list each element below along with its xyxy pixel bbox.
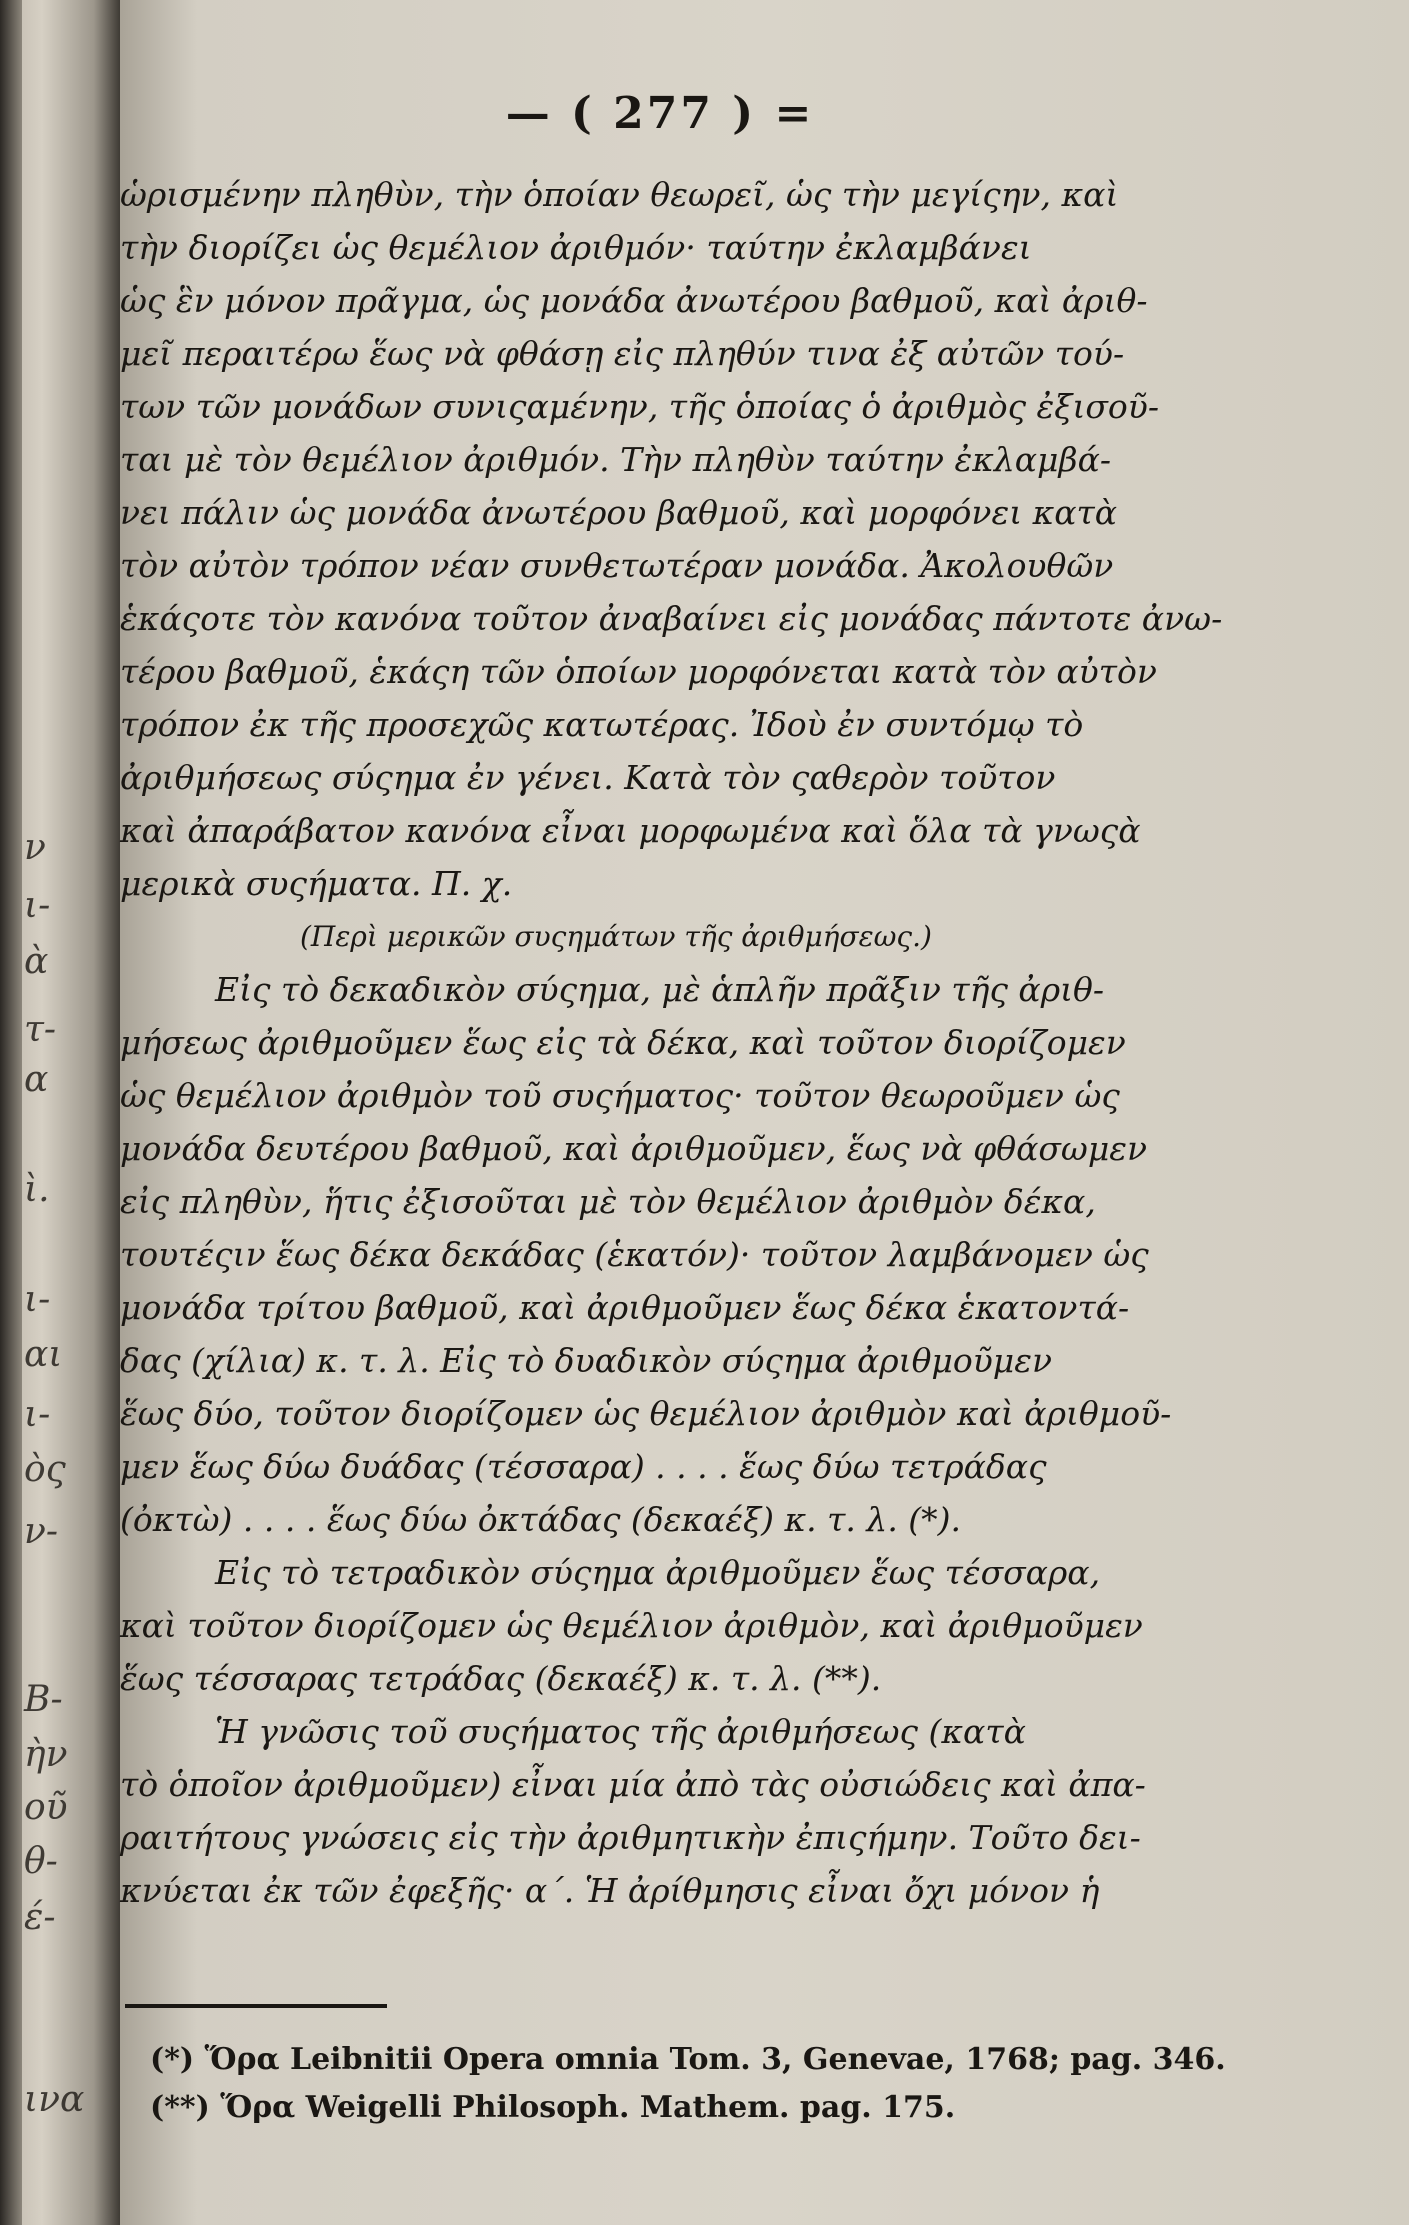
text-line: ται μὲ τὸν θεμέλιον ἀριθμόν. Τὴν πληθὺν ταύτην ἐκλαμβά- bbox=[120, 440, 1112, 479]
margin-fragment: ν- bbox=[24, 1511, 59, 1552]
text-line: ὡς θεμέλιον ἀριθμὸν τοῦ συςήματος· τοῦτον θεωροῦμεν ὡς bbox=[120, 1076, 1120, 1115]
margin-fragment: ὴν bbox=[24, 1734, 68, 1775]
text-line: εἰς πληθὺν, ἥτις ἐξισοῦται μὲ τὸν θεμέλιον ἀριθμὸν δέκα, bbox=[120, 1182, 1096, 1221]
text-line: τὸν αὐτὸν τρόπον νέαν συνθετωτέραν μονάδα. Ἀκολουθῶν bbox=[120, 546, 1114, 585]
margin-fragment: ινα bbox=[24, 2079, 85, 2120]
text-line: μεν ἕως δύω δυάδας (τέσσαρα) . . . . ἕως δύω τετράδας bbox=[120, 1447, 1047, 1486]
margin-fragment: ὰ bbox=[24, 941, 49, 982]
text-line: (ὀκτὼ) . . . . ἕως δύω ὀκτάδας (δεκαέξ) κ. τ. λ. (*). bbox=[120, 1500, 962, 1539]
page-number-header: — ( 277 ) = bbox=[505, 88, 815, 139]
text-line: τὸ ὁποῖον ἀριθμοῦμεν) εἶναι μία ἀπὸ τὰς οὐσιώδεις καὶ ἀπα- bbox=[120, 1765, 1146, 1804]
margin-fragment: αι bbox=[24, 1334, 63, 1375]
margin-fragment: θ- bbox=[24, 1841, 58, 1882]
text-line: τρόπον ἐκ τῆς προσεχῶς κατωτέρας. Ἰδοὺ ἐν συντόμῳ τὸ bbox=[120, 705, 1084, 744]
footnotes bbox=[150, 2036, 1330, 2132]
text-line: των τῶν μονάδων συνιςαμένην, τῆς ὁποίας ὁ ἀριθμὸς ἐξισοῦ- bbox=[120, 387, 1159, 426]
margin-fragment: ι- bbox=[24, 885, 51, 926]
margin-fragment: ν bbox=[24, 827, 46, 868]
text-line: τὴν διορίζει ὡς θεμέλιον ἀριθμόν· ταύτην ἐκλαμβάνει bbox=[120, 228, 1032, 267]
book-gutter bbox=[0, 0, 22, 2225]
text-line: Εἰς τὸ δεκαδικὸν σύςημα, μὲ ἁπλῆν πρᾶξιν τῆς ἀριθ- bbox=[215, 970, 1105, 1009]
text-line: Ἡ γνῶσις τοῦ συςήματος τῆς ἀριθμήσεως (κατὰ bbox=[215, 1712, 1026, 1751]
margin-fragment: ι- bbox=[24, 1279, 51, 1320]
margin-fragment: οῦ bbox=[24, 1787, 68, 1828]
text-line: μονάδα τρίτου βαθμοῦ, καὶ ἀριθμοῦμεν ἕως δέκα ἑκατοντά- bbox=[120, 1288, 1130, 1327]
margin-fragment: τ- bbox=[24, 1009, 57, 1050]
text-line: μεῖ περαιτέρω ἕως νὰ φθάσῃ εἰς πληθύν τινα ἐξ αὐτῶν τού- bbox=[120, 334, 1125, 373]
text-line: καὶ ἀπαράβατον κανόνα εἶναι μορφωμένα καὶ ὅλα τὰ γνωςὰ bbox=[120, 811, 1141, 850]
body-text bbox=[120, 168, 1360, 1917]
text-line: τέρου βαθμοῦ, ἑκάςη τῶν ὁποίων μορφόνεται κατὰ τὸν αὐτὸν bbox=[120, 652, 1157, 691]
text-line: δας (χίλια) κ. τ. λ. Εἰς τὸ δυαδικὸν σύςημα ἀριθμοῦμεν bbox=[120, 1341, 1053, 1380]
text-line: ραιτήτους γνώσεις εἰς τὴν ἀριθμητικὴν ἐπιςήμην. Τοῦτο δει- bbox=[120, 1818, 1141, 1857]
adjacent-page-edge bbox=[0, 0, 120, 2225]
text-line: νει πάλιν ὡς μονάδα ἀνωτέρου βαθμοῦ, καὶ μορφόνει κατὰ bbox=[120, 493, 1118, 532]
text-line: μονάδα δευτέρου βαθμοῦ, καὶ ἀριθμοῦμεν, ἕως νὰ φθάσωμεν bbox=[120, 1129, 1148, 1168]
text-line: καὶ τοῦτον διορίζομεν ὡς θεμέλιον ἀριθμὸν, καὶ ἀριθμοῦμεν bbox=[120, 1606, 1143, 1645]
footnote-rule bbox=[125, 2004, 387, 2008]
text-line: Εἰς τὸ τετραδικὸν σύςημα ἀριθμοῦμεν ἕως τέσσαρα, bbox=[215, 1553, 1101, 1592]
text-line: ἑκάςοτε τὸν κανόνα τοῦτον ἀναβαίνει εἰς μονάδας πάντοτε ἀνω- bbox=[120, 599, 1223, 638]
margin-fragment: Β- bbox=[24, 1679, 63, 1720]
margin-fragment: ι- bbox=[24, 1394, 51, 1435]
text-line: μήσεως ἀριθμοῦμεν ἕως εἰς τὰ δέκα, καὶ τοῦτον διορίζομεν bbox=[120, 1023, 1126, 1062]
text-line: ἕως δύο, τοῦτον διορίζομεν ὡς θεμέλιον ἀριθμὸν καὶ ἀριθμοῦ- bbox=[120, 1394, 1172, 1433]
margin-fragment: ὸς bbox=[24, 1449, 66, 1490]
margin-fragment: ὶ. bbox=[24, 1169, 50, 1210]
text-line: τουτέςιν ἕως δέκα δεκάδας (ἑκατόν)· τοῦτον λαμβάνομεν ὡς bbox=[120, 1235, 1149, 1274]
text-line: κνύεται ἐκ τῶν ἐφεξῆς· α΄. Ἡ ἀρίθμησις εἶναι ὄχι μόνον ἡ bbox=[120, 1871, 1100, 1910]
book-page bbox=[120, 0, 1409, 2225]
text-line: ἕως τέσσαρας τετράδας (δεκαέξ) κ. τ. λ. (**). bbox=[120, 1659, 882, 1698]
margin-fragment: α bbox=[24, 1059, 49, 1100]
text-line: ἀριθμήσεως σύςημα ἐν γένει. Κατὰ τὸν ςαθερὸν τοῦτον bbox=[120, 758, 1056, 797]
section-heading: (Περὶ μερικῶν συςημάτων τῆς ἀριθμήσεως.) bbox=[300, 920, 932, 953]
footnote: (**) Ὅρα Weigelli Philosoph. Mathem. pag. 175. bbox=[150, 2090, 956, 2125]
text-line: ὡρισμένην πληθὺν, τὴν ὁποίαν θεωρεῖ, ὡς τὴν μεγίςην, καὶ bbox=[120, 175, 1119, 214]
text-line: μερικὰ συςήματα. Π. χ. bbox=[120, 864, 513, 903]
margin-fragment: έ- bbox=[24, 1897, 56, 1938]
text-line: ὡς ἓν μόνον πρᾶγμα, ὡς μονάδα ἀνωτέρου βαθμοῦ, καὶ ἀριθ- bbox=[120, 281, 1148, 320]
footnote: (*) Ὅρα Leibnitii Opera omnia Tom. 3, Genevae, 1768; pag. 346. bbox=[150, 2042, 1226, 2077]
